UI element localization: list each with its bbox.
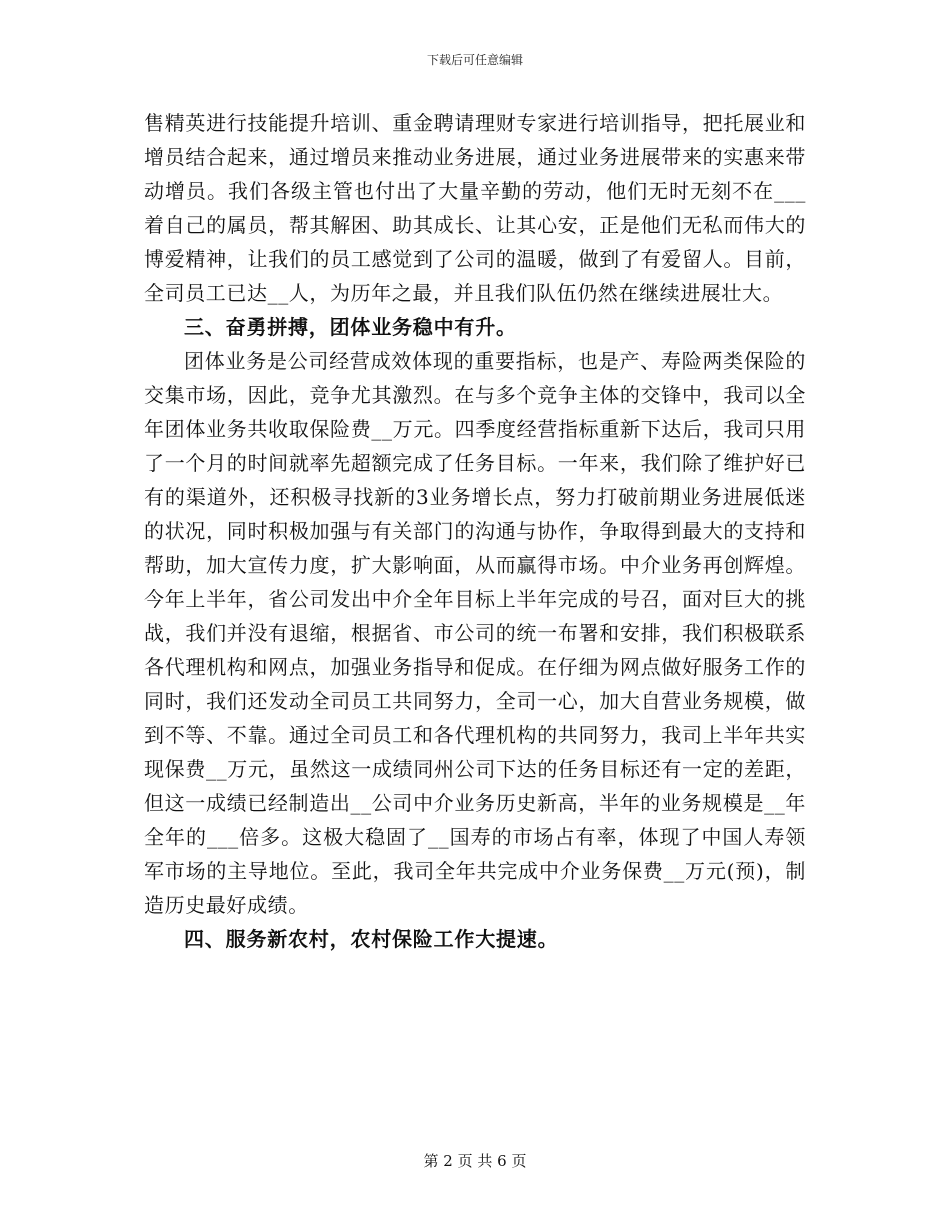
paragraph-2: 团体业务是公司经营成效体现的重要指标，也是产、寿险两类保险的交集市场，因此，竞争尤其激烈。在与多个竞争主体的交锋中，我司以全年团体业务共收取保险费__万元。四季度经营指标重新下达后，我司只用了一个月的时间就率先超额完成了任务目标。一年来，我们除了维护好已有的渠道外，还积极寻找新的3业务增长点，努力打破前期业务进展低迷的状况，同时积极加强与有关部门的沟通与协作，争取得到最大的支持和帮助，加大宣传力度，扩大影响面，从而赢得市场。中介业务再创辉煌。今年上半年，省公司发出中介全年目标上半年完成的号召，面对巨大的挑战，我们并没有退缩，根据省、市公司的统一布署和安排，我们积极联系各代理机构和网点，加强业务指导和促成。在仔细为网点做好服务工作的同时，我们还发动全司员工共同努力，全司一心，加大自营业务规模，做到不等、不靠。通过全司员工和各代理机构的共同努力，我司上半年共实现保费__万元，虽然这一成绩同州公司下达的任务目标还有一定的差距，但这一成绩已经制造出__公司中介业务历史新高，半年的业务规模是__年全年的___倍多。这极大稳固了__国寿的市场占有率，体现了中国人寿领军市场的主导地位。至此，我司全年共完成中介业务保费__万元(预)，制造历史最好成绩。 (144, 349, 806, 917)
paragraph-1: 售精英进行技能提升培训、重金聘请理财专家进行培训指导，把托展业和增员结合起来，通过增员来推动业务进展，通过业务进展带来的实惠来带动增员。我们各级主管也付出了大量辛勤的劳动，他们无时无刻不在___着自己的属员，帮其解困、助其成长、让其心安，正是他们无私而伟大的博爱精神，让我们的员工感觉到了公司的温暖，做到了有爱留人。目前，全司员工已达__人，为历年之最，并且我们队伍仍然在继续进展壮大。 (144, 111, 806, 305)
page-header: 下载后可任意编辑 (426, 53, 523, 67)
document-body (144, 106, 806, 956)
section-heading-4: 四、服务新农村，农村保险工作大提速。 (184, 927, 559, 951)
page-footer: 第 2 页 共 6 页 (423, 1152, 527, 1170)
section-heading-3: 三、奋勇拼搏，团体业务稳中有升。 (184, 315, 517, 339)
